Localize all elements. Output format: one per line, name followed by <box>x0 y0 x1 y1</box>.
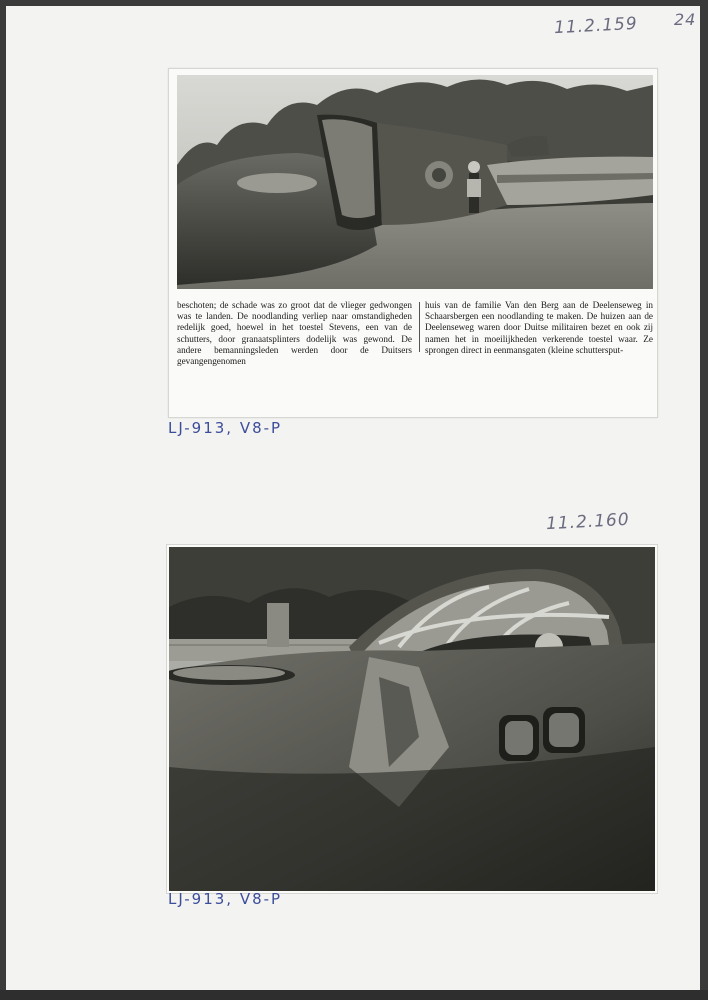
wrecked-aircraft-photo <box>177 75 653 289</box>
reference-number-bottom: 11.2.160 <box>545 509 631 535</box>
newspaper-clipping <box>168 68 658 418</box>
aircraft-cockpit-photo <box>169 547 655 891</box>
article-right-column: huis van de familie Van den Berg aan de Deelenseweg in Schaarsbergen een noodlanding te maken. De huizen aan de Deelenseweg waren door Duitse militairen bezet en ook zij namen het in moeilijkheden verkerende toestel waar. Ze sprongen direct in eenmansgaten (kleine schuttersput- <box>425 300 653 355</box>
reference-number-top: 11.2.159 <box>553 13 639 39</box>
photo-print <box>166 544 658 894</box>
page-number: 24 <box>674 10 697 29</box>
article-text <box>177 300 653 367</box>
article-left-column: beschoten; de schade was zo groot dat de vlieger gedwongen was te landen. De noodlanding verliep naar omstandigheden redelijk goed, hoewel in het toestel Stevens, een van de schutters, door granaatsplinters dodelijk was gewond. De andere bemanningsleden werden door de Duitsers gevangengenomen <box>177 300 412 367</box>
caption-bottom: LJ-913, V8-P <box>168 890 283 908</box>
scan-edge <box>0 990 708 1000</box>
column-divider <box>419 302 420 352</box>
caption-top: LJ-913, V8-P <box>168 419 283 437</box>
document-page <box>6 6 700 991</box>
